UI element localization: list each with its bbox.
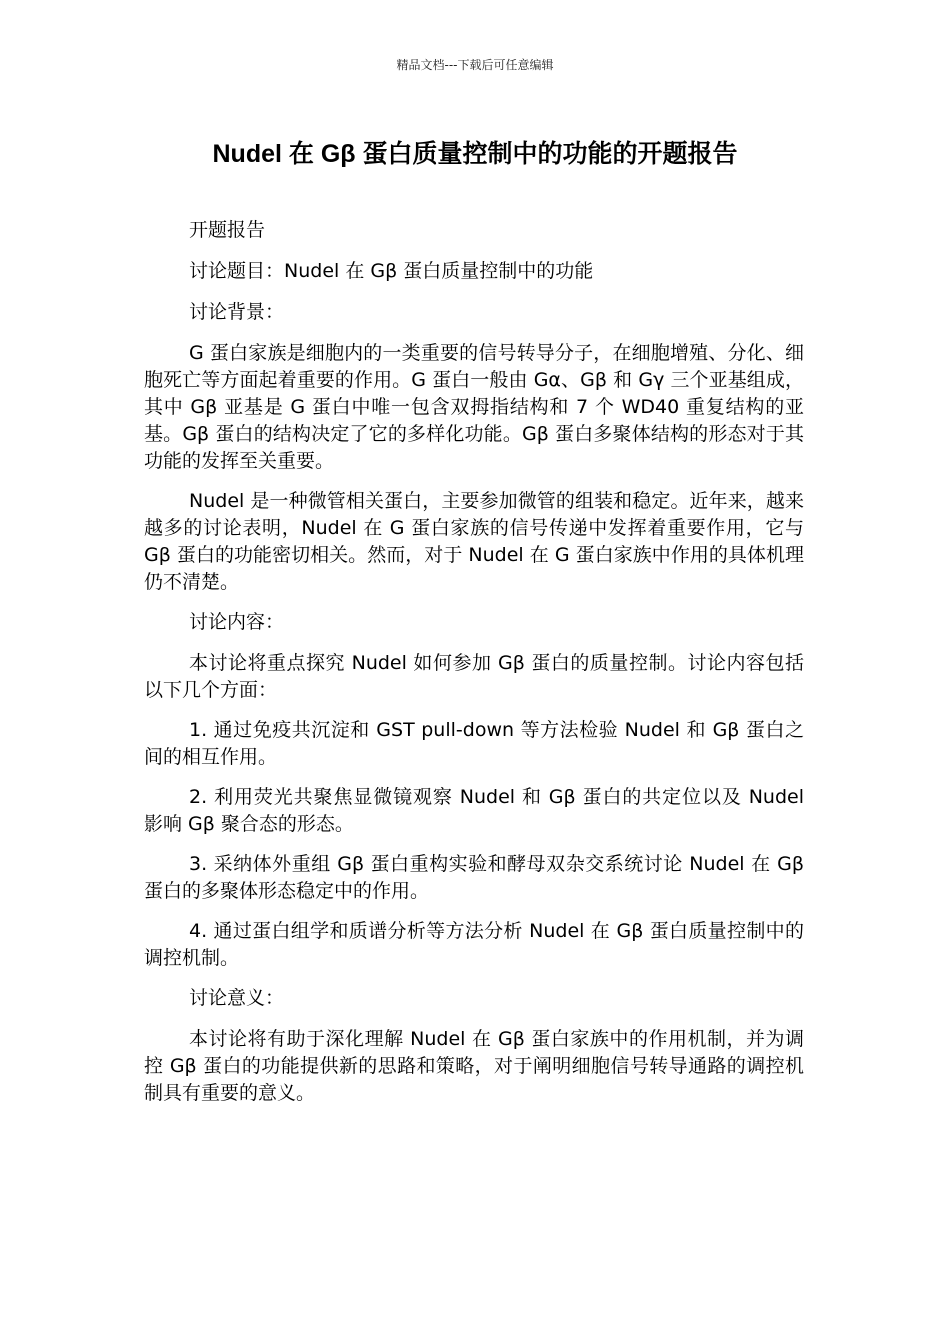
content-item-4: 4. 通过蛋白组学和质谱分析等方法分析 Nudel 在 Gβ 蛋白质量控制中的调控机制。 [144,920,804,969]
content-item-1: 1. 通过免疫共沉淀和 GST pull-down 等方法检验 Nudel 和 Gβ 蛋白之间的相互作用。 [144,719,804,768]
research-topic: 讨论题目：Nudel 在 Gβ 蛋白质量控制中的功能 [189,260,594,282]
document-body [144,217,804,1120]
section-heading-content: 讨论内容： [189,611,285,633]
document-title: Nudel 在 Gβ 蛋白质量控制中的功能的开题报告 [212,140,738,168]
significance-paragraph: 本讨论将有助于深化理解 Nudel 在 Gβ 蛋白家族中的作用机制，并为调控 Gβ 蛋白的功能提供新的思路和策略，对于阐明细胞信号转导通路的调控机制具有重要的意义。 [144,1028,804,1104]
content-item-3: 3. 采纳体外重组 Gβ 蛋白重构实验和酵母双杂交系统讨论 Nudel 在 Gβ 蛋白的多聚体形态稳定中的作用。 [144,853,804,902]
content-item-2: 2. 利用荧光共聚焦显微镜观察 Nudel 和 Gβ 蛋白的共定位以及 Nudel 影响 Gβ 聚合态的形态。 [144,786,804,835]
section-heading-significance: 讨论意义： [189,987,285,1009]
page-header-note: 精品文档---下载后可任意编辑 [396,58,554,72]
section-heading-background: 讨论背景： [189,301,285,323]
background-paragraph-nudel: Nudel 是一种微管相关蛋白，主要参加微管的组装和稳定。近年来，越来越多的讨论表明，Nudel 在 G 蛋白家族的信号传递中发挥着重要作用，它与 Gβ 蛋白的功能密切相关。然而，对于 Nudel 在 G 蛋白家族中作用的具体机理仍不清楚。 [144,490,804,593]
background-paragraph-g-protein: G 蛋白家族是细胞内的一类重要的信号转导分子，在细胞增殖、分化、细胞死亡等方面起着重要的作用。G 蛋白一般由 Gα、Gβ 和 Gγ 三个亚基组成，其中 Gβ 亚基是 G 蛋白中唯一包含双拇指结构和 7 个 WD40 重复结构的亚基。Gβ 蛋白的结构决定了它的多样化功能。Gβ 蛋白多聚体结构的形态对于其功能的发挥至关重要。 [144,342,804,472]
section-label-proposal: 开题报告 [189,219,266,241]
content-intro-paragraph: 本讨论将重点探究 Nudel 如何参加 Gβ 蛋白的质量控制。讨论内容包括以下几个方面： [144,652,804,701]
